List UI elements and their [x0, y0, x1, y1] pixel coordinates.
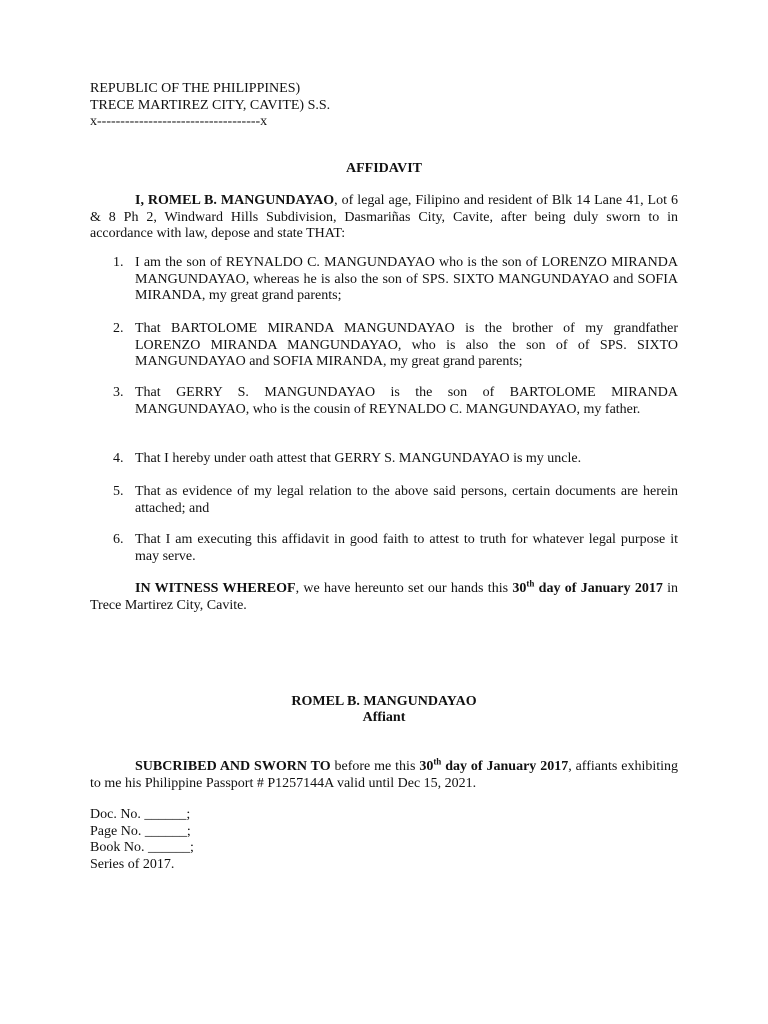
caption-republic: REPUBLIC OF THE PHILIPPINES) — [90, 81, 301, 96]
witness-day-word: day of — [534, 581, 577, 596]
intro-paragraph — [90, 193, 678, 243]
item-text: I am the son of REYNALDO C. MANGUNDAYAO who is the son of LORENZO MIRANDA MANGUNDAYAO, whereas he is also the son of SPS. SIXTO MANGUNDAYAO and SOFIA MIRANDA, my great grand parents; — [135, 255, 678, 303]
caption-divider: x-----------------------------------x — [90, 114, 268, 129]
item-text: That I hereby under oath attest that GERRY S. MANGUNDAYAO is my uncle. — [135, 451, 582, 466]
jurat-text: before me this — [330, 759, 420, 774]
page-number: Page No. ______; — [90, 823, 191, 839]
item-text: That I am executing this affidavit in good faith to attest to truth for whatever legal purpose it may serve. — [135, 532, 678, 564]
caption-block — [90, 81, 330, 131]
jurat-lead: SUBCRIBED AND SWORN TO — [135, 759, 331, 774]
document-title: AFFIDAVIT — [346, 161, 422, 176]
list-item — [113, 385, 678, 418]
affiant-label: Affiant — [362, 710, 406, 725]
list-item — [113, 451, 678, 468]
doc-number: Doc. No. ______; — [90, 807, 191, 822]
witness-date: January 2017 — [580, 581, 663, 596]
jurat-date — [419, 756, 569, 774]
witness-place: in Trece Martirez City, Cavite. — [90, 581, 679, 613]
item-number: 6. — [113, 532, 124, 547]
caption-city: TRECE MARTIREZ CITY, CAVITE) S.S. — [90, 97, 331, 113]
jurat-day-suffix: th — [433, 756, 442, 767]
list-item — [113, 532, 678, 565]
item-number: 3. — [113, 385, 124, 400]
list-item — [113, 484, 678, 517]
witness-paragraph — [90, 578, 679, 614]
witness-day — [512, 578, 577, 596]
affiant-name: ROMEL B. MANGUNDAYAO — [291, 694, 477, 709]
item-text: That as evidence of my legal relation to the above said persons, certain documents are herein attached; and — [135, 484, 678, 516]
item-number: 4. — [113, 451, 124, 466]
notarial-references — [90, 807, 194, 873]
witness-lead: IN WITNESS WHEREOF — [135, 581, 296, 596]
book-number: Book No. ______; — [90, 840, 194, 855]
jurat-paragraph — [90, 756, 678, 792]
item-number: 5. — [113, 484, 124, 499]
witness-text: , we have hereunto set our hands this — [295, 581, 513, 596]
affiant-name-intro: I, ROMEL B. MANGUNDAYAO — [135, 193, 335, 208]
intro-text: , of legal age, Filipino and resident of Blk 14 Lane 41, Lot 6 & 8 Ph 2, Windward Hills Subdivision, Dasmariñas City, Cavite, after being duly sworn to in accordance with law, depose and state THAT: — [90, 193, 678, 241]
jurat-date-text: day of January 2017 — [441, 759, 569, 774]
item-text: That BARTOLOME MIRANDA MANGUNDAYAO is the brother of my grandfather LORENZO MIRANDA MANGUNDAYAO, who is also the son of of SPS. SIXTO MANGUNDAYAO and SOFIA MIRANDA, my great grand parents; — [135, 321, 678, 369]
witness-day-number: 30 — [512, 581, 527, 596]
item-text: That GERRY S. MANGUNDAYAO is the son of BARTOLOME MIRANDA MANGUNDAYAO, who is the cousin of REYNALDO C. MANGUNDAYAO, my father. — [135, 385, 678, 417]
witness-day-suffix: th — [526, 578, 535, 589]
jurat-day-number: 30 — [419, 759, 434, 774]
series-year: Series of 2017. — [90, 856, 175, 872]
list-item — [113, 255, 678, 305]
list-item — [113, 321, 678, 371]
item-number: 1. — [113, 255, 124, 270]
jurat-passport-text: , affiants exhibiting to me his Philippine Passport # P1257144A valid until Dec 15, 2021. — [90, 759, 678, 791]
item-number: 2. — [113, 321, 124, 336]
